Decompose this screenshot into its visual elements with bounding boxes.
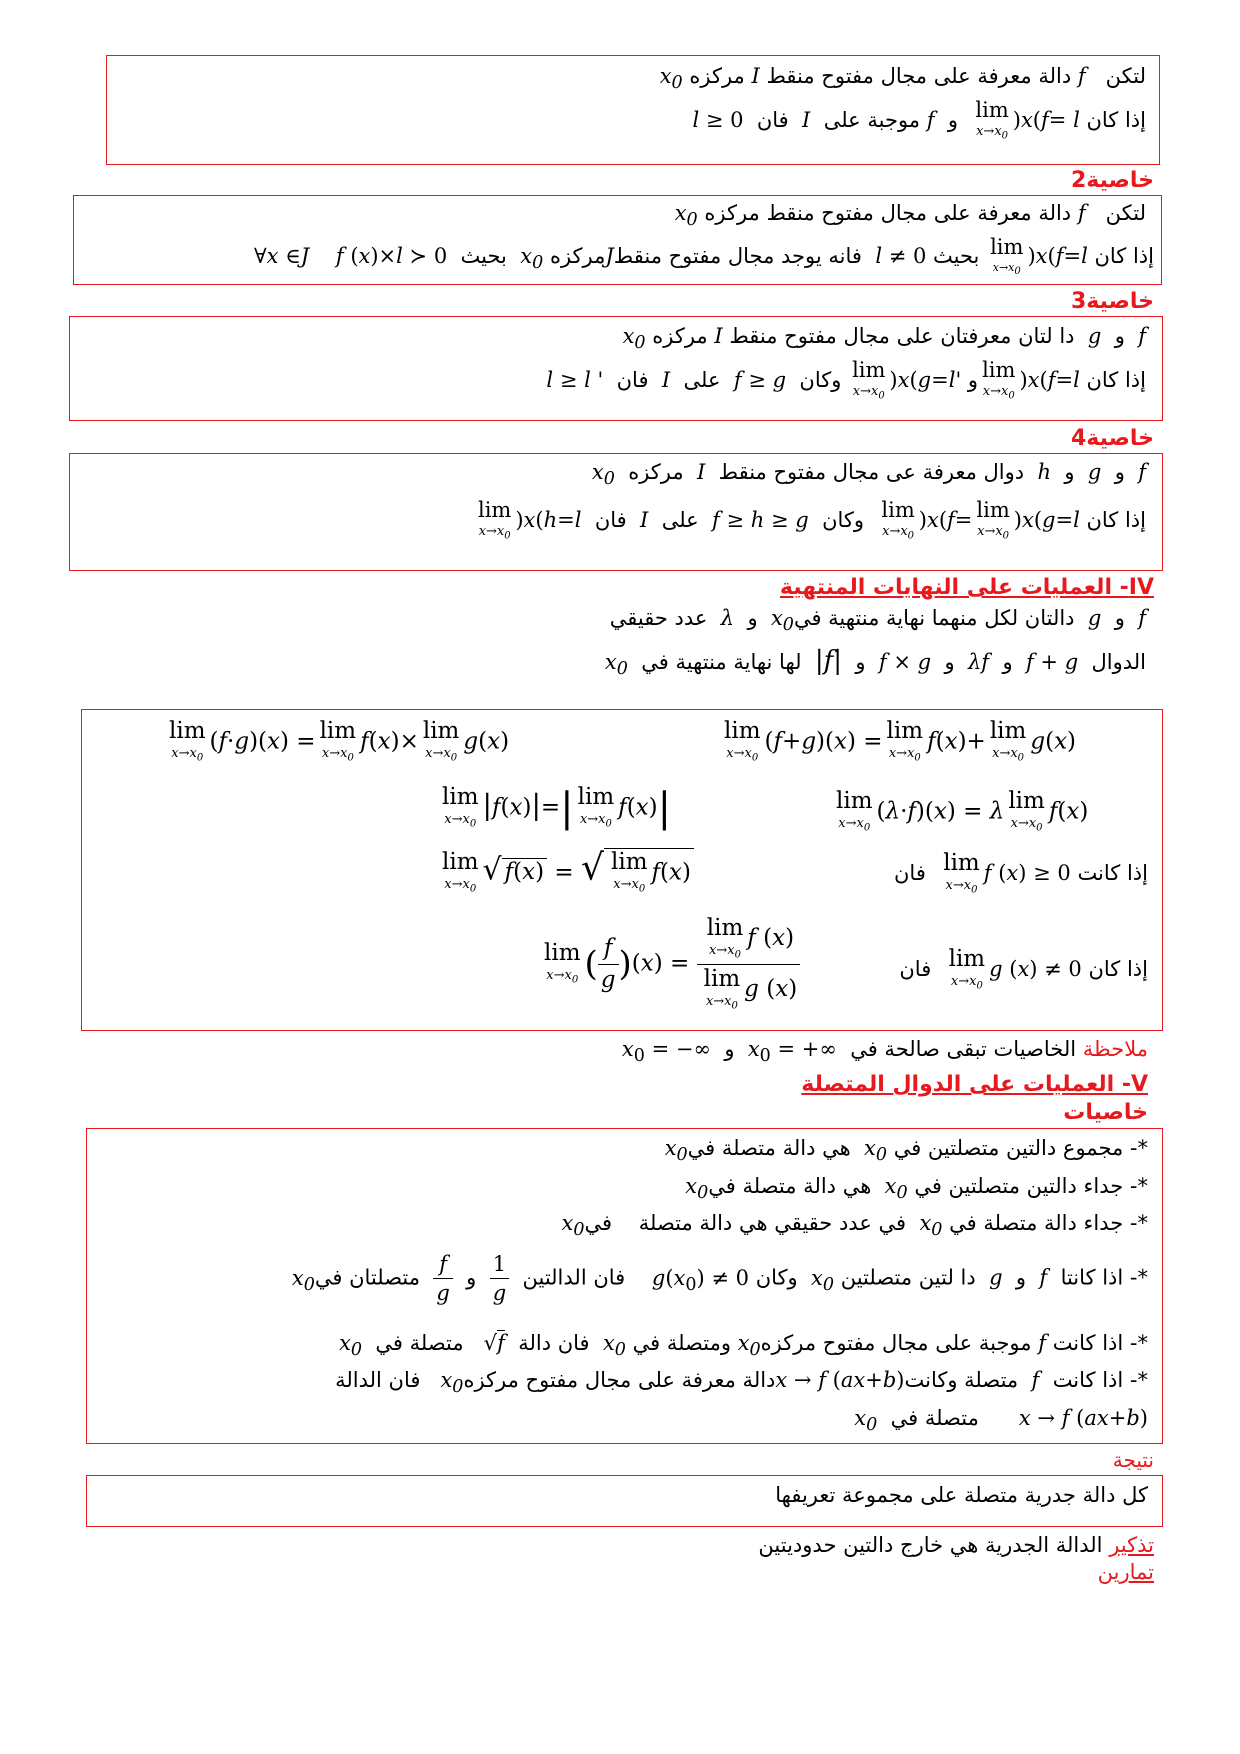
box1-line2: إذا كان l =f(x)lim $x\to x_0$ و f موجبة على I فان l ≥ 0 [692, 98, 1146, 142]
box1-line1: لتكن f دالة معرفة على مجال مفتوح منقط I مركزه $x_0$ [659, 64, 1146, 94]
continuity-prop-2: *- جداء دالتين متصلتين في $x_0$ هي دالة متصلة فيx$_0$ [685, 1174, 1148, 1204]
formula-abs-limit: lim $x\to x_0$ |f(x)|=| lim $x\to x_0$ f(x)| [442, 784, 672, 831]
reminder-line: تذكير الدالة الجدرية هي خارج دالتين حدوديتين [758, 1533, 1154, 1557]
box4-line1: f و g و h دوال معرفة عى مجال مفتوح منقط I مركزه $x_0$ [591, 460, 1146, 490]
continuity-prop-4: *- اذا كانتا f و g دا لتين متصلتين $x_0$ وكان $g(x_0) \ne 0$ فان الدالتين $\frac{1}{g}$ و $\frac{f}{g}$ متصلتان فيx$_0$ [291, 1252, 1148, 1306]
box4-line2: إذا كان l=g(x)lim $x\to x_0$ =f(x)lim $x\to x_0$ وكان f ≥ h ≥ g على I فان l=h(x)lim $x\to x_0$ [477, 498, 1146, 542]
formula-quotient-condition: إذا كان g (x) ≠ 0lim $x\to x_0$ فان [899, 946, 1148, 992]
formula-quotient-limit: lim $x\to x_0$ ( $\frac{f}{g}$ )(x) = lim $x\to x_0$ f (x) lim $x\to x_0$ g (x) [540, 917, 800, 1011]
heading-property-3: خاصية3 [1070, 289, 1154, 314]
section-v-title: V- العمليات على الدوال المتصلة [801, 1072, 1148, 1097]
result-label: نتيجة [1112, 1448, 1154, 1472]
heading-properties: خاصيات [1063, 1100, 1148, 1125]
continuity-prop-6: *- اذا كانت f متصلة وكانتx → f (ax+b)دالة معرفة على مجال مفتوح مركزهx$_0$ فان الدالة [335, 1368, 1148, 1398]
continuity-prop-6b: x → f (ax+b) متصلة في $x_0$ [854, 1406, 1148, 1436]
section-iv-title: IV- العمليات على النهايات المنتهية [779, 575, 1154, 600]
box3-line1: f و g دا لتان معرفتان على مجال مفتوح منقط I مركزه $x_0$ [622, 324, 1146, 354]
formula-scalar-limit: lim $x\to x_0$ (λ·f)(x) = λ lim $x\to x_0$ f(x) [836, 788, 1089, 834]
section-iv-line2: الدوال f + g و λf و f × g و |f| لها نهاية منتهية في $x_0$ [604, 646, 1146, 680]
formula-sqrt-condition: إذا كانت f (x) ≥ 0lim $x\to x_0$ فان [894, 850, 1148, 896]
exercises-link[interactable]: تمارين [1097, 1560, 1154, 1584]
continuity-prop-5: *- اذا كانت f موجبة على مجال مفتوح مركزهx$_0$ ومتصلة في $x_0$ فان دالة √f متصلة في $x_0$ [339, 1331, 1148, 1361]
heading-property-2: خاصية2 [1070, 168, 1154, 193]
formula-sqrt-limit: lim $x\to x_0$ √ f(x) = √ lim $x\to x_0$ f(x) [438, 848, 694, 895]
box2-line2: إذا كان l=f(x)lim $x\to x_0$ بحيث l ≠ 0 فانه يوجد مجال مفتوح منقطJمركزه $x_0$ بحيث f (x)×l ≻ 0 ∀x ∈J [253, 235, 1154, 278]
formula-sum-limit: lim $x\to x_0$ (f+g)(x) = lim $x\to x_0$ f(x)+ lim $x\to x_0$ g(x) [724, 718, 1077, 764]
result-text: كل دالة جدرية متصلة على مجموعة تعريفها [775, 1483, 1148, 1507]
reminder-link[interactable]: تذكير [1109, 1533, 1154, 1557]
box2-line1: لتكن f دالة معرفة على مجال مفتوح منقط مركزه $x_0$ [674, 201, 1146, 231]
continuity-prop-3: *- جداء دالة متصلة في $x_0$ في عدد حقيقي هي دالة متصلة فيx$_0$ [561, 1211, 1148, 1241]
continuity-prop-1: *- مجموع دالتين متصلتين في $x_0$ هي دالة متصلة فيx$_0$ [664, 1136, 1148, 1166]
section-iv-line1: f و g دالتان لكل منهما نهاية منتهية فيx$_0$ و λ عدد حقيقي [609, 606, 1146, 636]
formula-product-limit: lim $x\to x_0$ (f·g)(x) = lim $x\to x_0$ f(x)× lim $x\to x_0$ g(x) [169, 718, 510, 764]
note-line: ملاحظة الخاصيات تبقى صالحة في $x_0$ = +∞ و $x_0$ = −∞ [621, 1037, 1148, 1067]
heading-property-4: خاصية4 [1070, 426, 1154, 451]
box3-line2: إذا كان l=f(x)lim $x\to x_0$ و l'=g(x)lim $x\to x_0$ وكان f ≥ g على I فان l ≥ l ' [546, 358, 1146, 402]
